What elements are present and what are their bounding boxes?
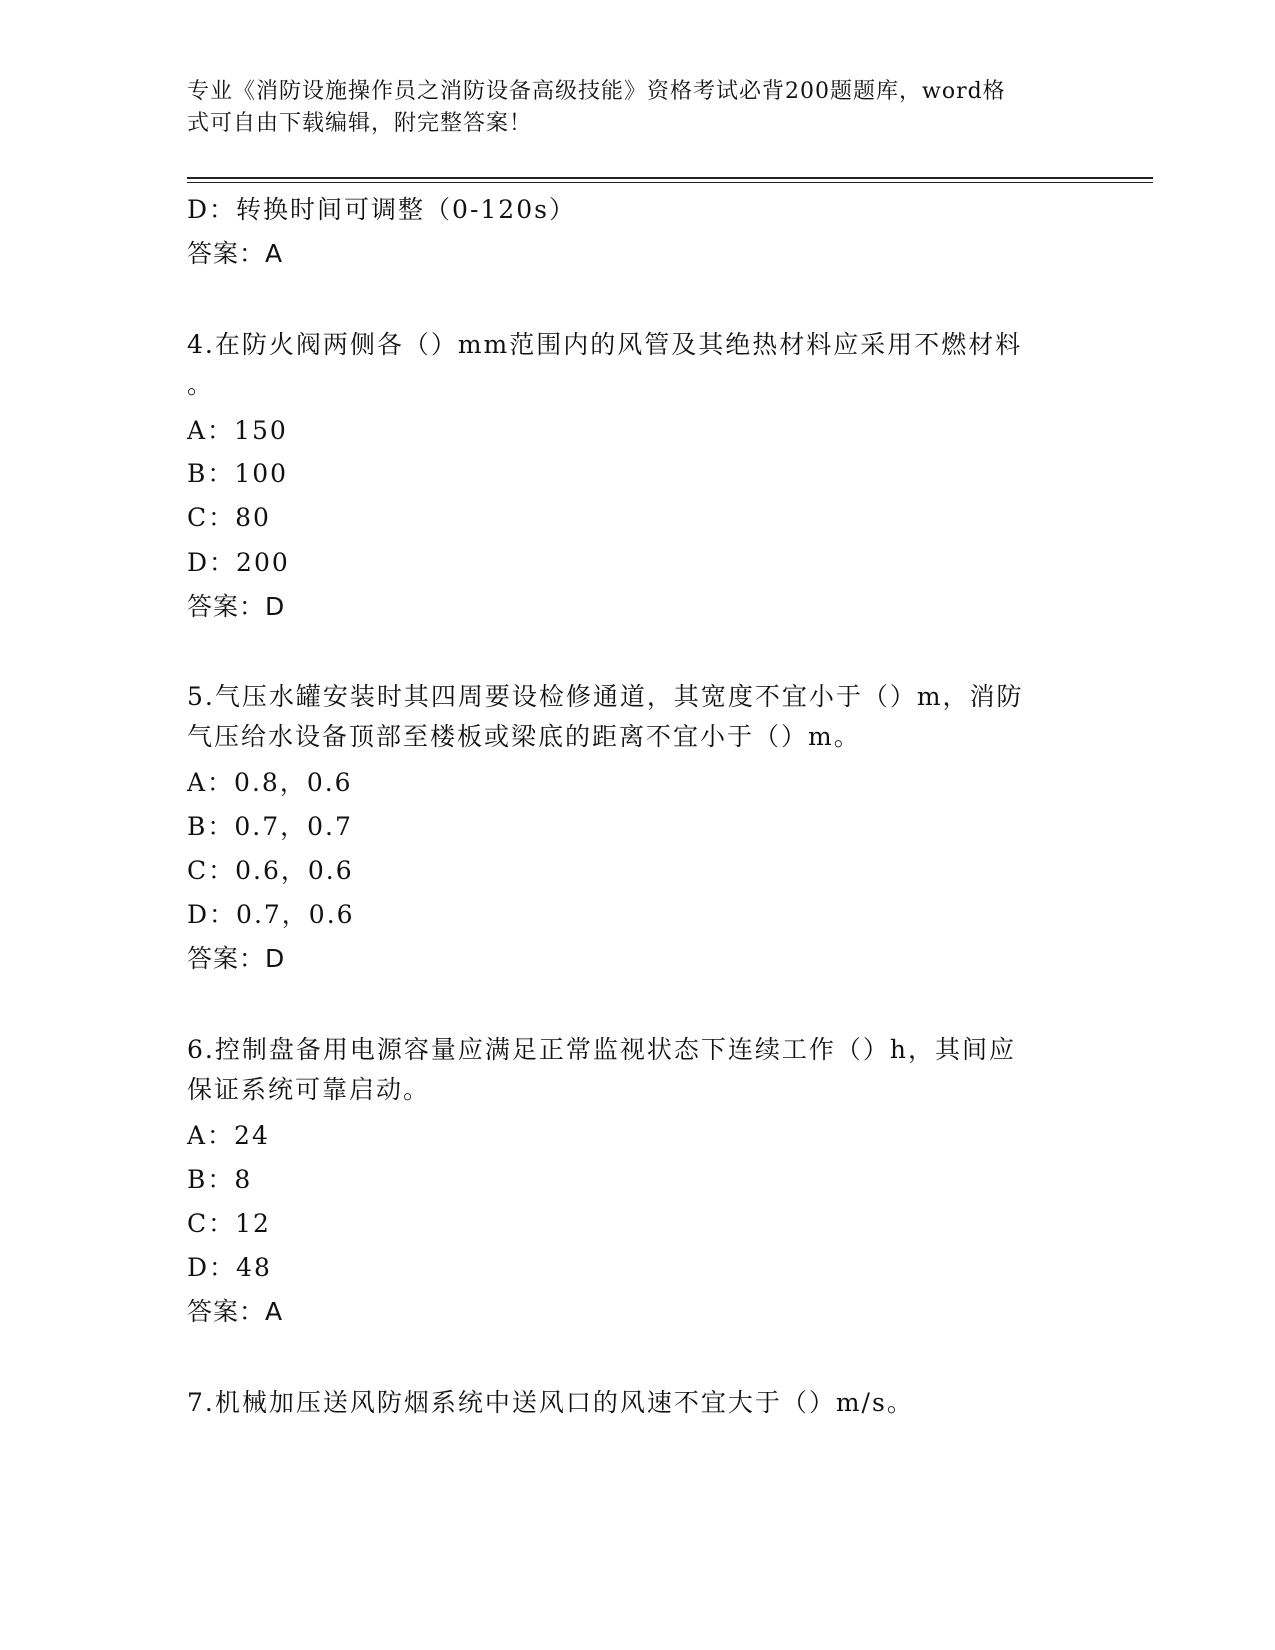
q6-answer: 答案：A — [187, 1297, 284, 1326]
q5-option-d: D：0.7，0.6 — [187, 900, 355, 929]
q3-answer: 答案：A — [187, 239, 284, 268]
q6-option-a: A：24 — [187, 1121, 270, 1150]
document-header — [187, 76, 1067, 140]
q5-answer: 答案：D — [187, 944, 286, 973]
header-line-1: 专业《消防设施操作员之消防设备高级技能》资格考试必背200题题库，word格 — [187, 79, 1006, 104]
q5-option-b: B：0.7，0.7 — [187, 812, 353, 841]
q4-option-b: B：100 — [187, 459, 289, 488]
q4-stem-line-2: 。 — [187, 370, 215, 399]
q4-option-a: A：150 — [187, 416, 288, 445]
q4-stem-line-1: 4.在防火阀两侧各（）mm范围内的风管及其绝热材料应采用不燃材料 — [187, 330, 1023, 359]
q6-option-b: B：8 — [187, 1165, 253, 1194]
q4-option-d: D：200 — [187, 548, 290, 577]
q5-stem-line-2: 气压给水设备顶部至楼板或梁底的距离不宜小于（）m。 — [187, 722, 861, 751]
q5-option-a: A：0.8，0.6 — [187, 768, 353, 797]
q6-stem-line-1: 6.控制盘备用电源容量应满足正常监视状态下连续工作（）h，其间应 — [187, 1035, 1016, 1064]
q6-option-d: D：48 — [187, 1253, 272, 1282]
q4-answer: 答案：D — [187, 592, 286, 621]
q5-stem-line-1: 5.气压水罐安装时其四周要设检修通道，其宽度不宜小于（）m，消防 — [187, 682, 1024, 711]
q4-option-c: C：80 — [187, 503, 271, 532]
q7-stem-line-1: 7.机械加压送风防烟系统中送风口的风速不宜大于（）m/s。 — [187, 1388, 914, 1417]
header-divider-thin — [187, 182, 1153, 183]
header-divider-thick — [187, 177, 1153, 179]
q6-option-c: C：12 — [187, 1209, 271, 1238]
q5-option-c: C：0.6，0.6 — [187, 856, 354, 885]
header-line-2: 式可自由下载编辑，附完整答案！ — [187, 111, 533, 136]
q3-option-d: D：转换时间可调整（0-120s） — [187, 195, 576, 224]
q6-stem-line-2: 保证系统可靠启动。 — [187, 1075, 431, 1104]
